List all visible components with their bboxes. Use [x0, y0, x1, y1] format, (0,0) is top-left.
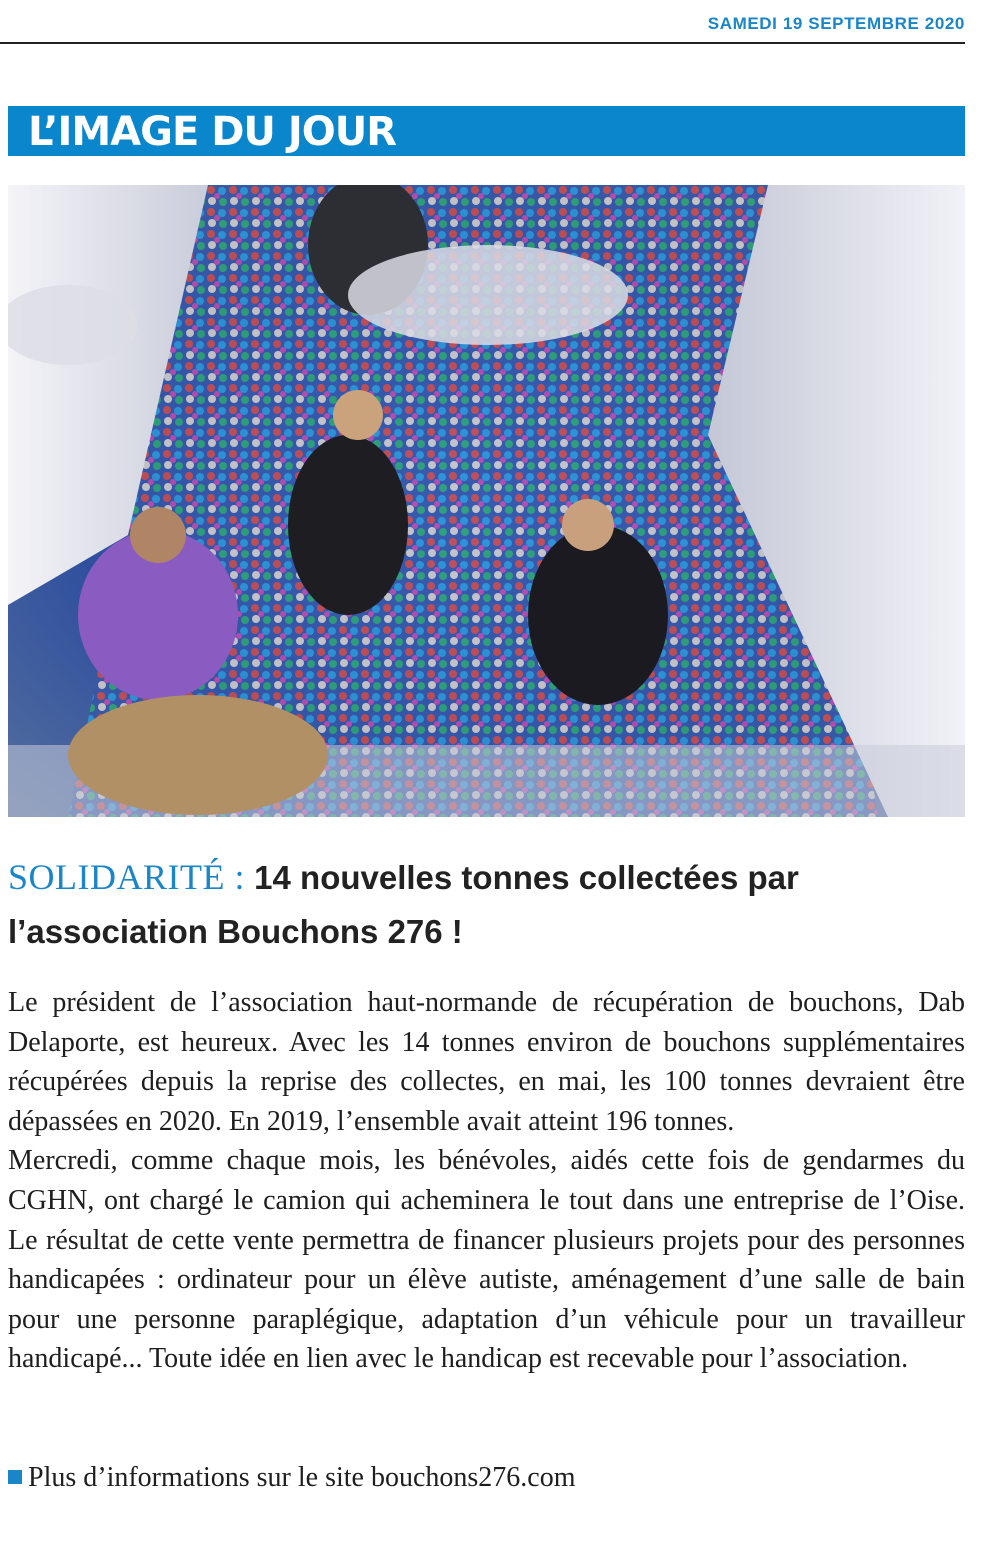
headline-text: 14 nouvelles tonnes collectées par l’association Bouchons 276 ! [8, 859, 799, 950]
paragraph-2: Mercredi, comme chaque mois, les bénévoles, aidés cette fois de gendarmes du CGHN, ont chargé le camion qui acheminera le tout dans une entreprise de l’Oise. Le résultat de cette vente permettra de financer plusieurs projets pour des personnes handicapées : ordinateur pour un élève autiste, aménagement d’une salle de bain pour une personne paraplégique, adaptation d’un véhicule pour un travailleur handicapé... Toute idée en lien avec le handicap est recevable pour l’association. [8, 1145, 965, 1375]
article-body [8, 983, 965, 1379]
photo-illustration [8, 185, 965, 817]
section-banner [8, 106, 965, 156]
section-title: L’IMAGE DU JOUR [28, 109, 396, 155]
issue-date: SAMEDI 19 SEPTEMBRE 2020 [707, 14, 965, 33]
info-text: Plus d’informations sur le site bouchons276.com [28, 1462, 576, 1493]
paragraph-1: Le président de l’association haut-normande de récupération de bouchons, Dab Delaporte, est heureux. Avec les 14 tonnes environ de bouchons supplémentaires récupérées depuis la reprise des collectes, en mai, les 100 tonnes devraient être dépassées en 2020. En 2019, l’ensemble avait atteint 196 tonnes. [8, 987, 965, 1137]
article-headline [8, 850, 965, 959]
article-photo [8, 185, 965, 817]
info-line [8, 1458, 576, 1498]
square-bullet-icon [8, 1470, 22, 1484]
headline-kicker: SOLIDARITÉ : [8, 857, 245, 897]
header-rule [0, 42, 965, 44]
